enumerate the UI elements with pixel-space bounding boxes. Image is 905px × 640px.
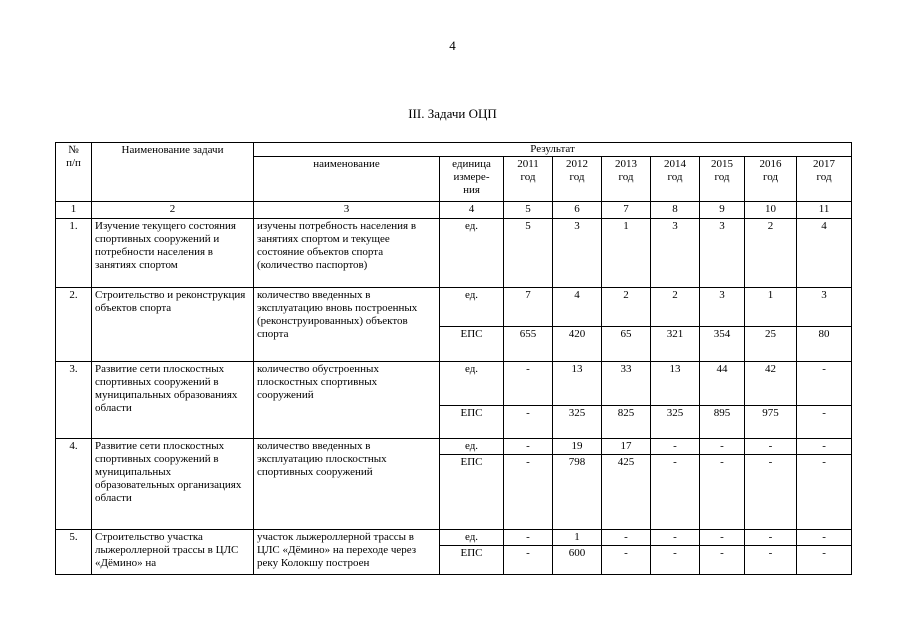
value-cell: 354 (700, 327, 745, 362)
header-unit: единица измере- ния (440, 157, 504, 202)
value-cell: - (504, 530, 553, 546)
value-cell: - (797, 546, 852, 575)
column-number: 6 (553, 202, 602, 219)
value-cell: 3 (553, 219, 602, 288)
value-cell: - (745, 455, 797, 530)
row-number: 2. (56, 288, 92, 362)
value-cell: 80 (797, 327, 852, 362)
unit-cell: ЕПС (440, 455, 504, 530)
value-cell: - (504, 362, 553, 406)
value-cell: - (745, 546, 797, 575)
value-cell: 975 (745, 406, 797, 439)
value-cell: 25 (745, 327, 797, 362)
value-cell: - (700, 530, 745, 546)
row-number: 4. (56, 439, 92, 530)
value-cell: - (602, 530, 651, 546)
value-cell: 5 (504, 219, 553, 288)
column-number: 3 (254, 202, 440, 219)
task-name: Строительство и реконструкция объектов спорта (92, 288, 254, 362)
task-name: Изучение текущего состояния спортивных сооружений и потребности населения в занятиях спортом (92, 219, 254, 288)
column-number: 9 (700, 202, 745, 219)
unit-cell: ЕПС (440, 327, 504, 362)
column-number: 1 (56, 202, 92, 219)
header-year: 2013 год (602, 157, 651, 202)
header-result: Результат (254, 143, 852, 157)
page-number: 4 (449, 38, 456, 53)
header-indicator: наименование (254, 157, 440, 202)
table-row (56, 362, 852, 406)
task-name: Развитие сети плоскостных спортивных сооружений в муниципальных образовательных организациях области (92, 439, 254, 530)
column-number: 2 (92, 202, 254, 219)
column-number: 5 (504, 202, 553, 219)
value-cell: - (700, 455, 745, 530)
indicator-name: количество введенных в эксплуатацию вновь построенных (реконструированных) объектов спорта (254, 288, 440, 362)
table-row (56, 288, 852, 327)
value-cell: 4 (553, 288, 602, 327)
unit-cell: ЕПС (440, 406, 504, 439)
value-cell: 19 (553, 439, 602, 455)
value-cell: - (651, 546, 700, 575)
value-cell: - (504, 439, 553, 455)
value-cell: 17 (602, 439, 651, 455)
task-name: Развитие сети плоскостных спортивных сооружений в муниципальных образованиях области (92, 362, 254, 439)
value-cell: - (504, 406, 553, 439)
value-cell: 13 (651, 362, 700, 406)
header-year: 2016 год (745, 157, 797, 202)
indicator-name: количество обустроенных плоскостных спортивных сооружений (254, 362, 440, 439)
column-number: 11 (797, 202, 852, 219)
value-cell: 425 (602, 455, 651, 530)
value-cell: 1 (602, 219, 651, 288)
value-cell: 1 (553, 530, 602, 546)
value-cell: 33 (602, 362, 651, 406)
column-number-row (56, 202, 852, 219)
table-row (56, 530, 852, 546)
unit-cell: ед. (440, 288, 504, 327)
header-year: 2014 год (651, 157, 700, 202)
value-cell: 895 (700, 406, 745, 439)
table-row (56, 219, 852, 288)
value-cell: 4 (797, 219, 852, 288)
value-cell: - (504, 455, 553, 530)
value-cell: 3 (797, 288, 852, 327)
value-cell: - (797, 406, 852, 439)
unit-cell: ед. (440, 219, 504, 288)
value-cell: 325 (651, 406, 700, 439)
column-number: 10 (745, 202, 797, 219)
header-year: 2011 год (504, 157, 553, 202)
value-cell: - (700, 439, 745, 455)
row-number: 5. (56, 530, 92, 575)
value-cell: 3 (700, 288, 745, 327)
value-cell: - (504, 546, 553, 575)
value-cell: 2 (745, 219, 797, 288)
unit-cell: ЕПС (440, 546, 504, 575)
value-cell: 420 (553, 327, 602, 362)
value-cell: - (745, 439, 797, 455)
header-year: 2015 год (700, 157, 745, 202)
header-num: № п/п (56, 143, 92, 202)
value-cell: 655 (504, 327, 553, 362)
value-cell: 2 (651, 288, 700, 327)
value-cell: 1 (745, 288, 797, 327)
indicator-name: участок лыжероллерной трассы в ЦЛС «Дёмино» на переходе через реку Колокшу построен (254, 530, 440, 575)
value-cell: - (797, 439, 852, 455)
value-cell: 798 (553, 455, 602, 530)
indicator-name: изучены потребность населения в занятиях спортом и текущее состояние объектов спорта (количество паспортов) (254, 219, 440, 288)
value-cell: 3 (700, 219, 745, 288)
header-year: 2017 год (797, 157, 852, 202)
column-number: 8 (651, 202, 700, 219)
value-cell: 44 (700, 362, 745, 406)
value-cell: - (602, 546, 651, 575)
row-number: 3. (56, 362, 92, 439)
header-row-1 (56, 143, 852, 157)
value-cell: 600 (553, 546, 602, 575)
unit-cell: ед. (440, 439, 504, 455)
row-number: 1. (56, 219, 92, 288)
value-cell: 7 (504, 288, 553, 327)
unit-cell: ед. (440, 362, 504, 406)
table-row (56, 439, 852, 455)
value-cell: - (745, 530, 797, 546)
value-cell: - (797, 530, 852, 546)
header-task-name: Наименование задачи (92, 143, 254, 202)
value-cell: - (651, 439, 700, 455)
value-cell: 825 (602, 406, 651, 439)
task-name: Строительство участка лыжероллерной трассы в ЦЛС «Дёмино» на (92, 530, 254, 575)
column-number: 7 (602, 202, 651, 219)
value-cell: - (700, 546, 745, 575)
header-year: 2012 год (553, 157, 602, 202)
value-cell: 2 (602, 288, 651, 327)
column-number: 4 (440, 202, 504, 219)
value-cell: 65 (602, 327, 651, 362)
value-cell: 42 (745, 362, 797, 406)
unit-cell: ед. (440, 530, 504, 546)
value-cell: - (651, 455, 700, 530)
indicator-name: количество введенных в эксплуатацию плоскостных спортивных сооружений (254, 439, 440, 530)
value-cell: 325 (553, 406, 602, 439)
tasks-table (55, 142, 852, 575)
value-cell: - (797, 455, 852, 530)
value-cell: - (797, 362, 852, 406)
value-cell: 13 (553, 362, 602, 406)
value-cell: - (651, 530, 700, 546)
section-title: III. Задачи ОЦП (408, 106, 497, 121)
value-cell: 321 (651, 327, 700, 362)
value-cell: 3 (651, 219, 700, 288)
